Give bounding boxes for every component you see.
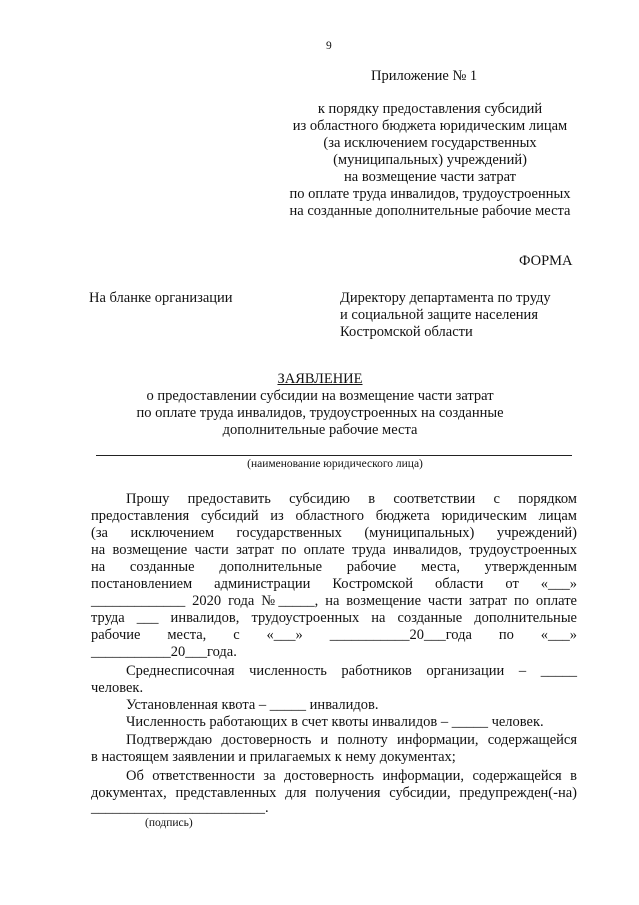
addressee-line: Директору департамента по труду — [340, 290, 551, 306]
appendix-line: из областного бюджета юридическим лицам — [292, 118, 568, 134]
body-line: труда ___ инвалидов, трудоустроенных на созданные дополнительные — [91, 610, 577, 626]
body-line: (за исключением государственных (муниципальных) учреждений) — [91, 525, 577, 541]
signature-caption: (подпись) — [145, 817, 193, 829]
signature-line: ________________________. — [91, 800, 269, 816]
entity-caption: (наименование юридического лица) — [247, 458, 423, 470]
body-line: Об ответственности за достоверность информации, содержащейся в — [126, 768, 577, 784]
body-line: ___________20___года. — [91, 644, 237, 660]
page-number: 9 — [326, 40, 332, 52]
body-line: на возмещение части затрат по оплате труда инвалидов, трудоустроенных — [91, 542, 577, 558]
body-line: Установленная квота – _____ инвалидов. — [126, 697, 379, 713]
statement-subtitle: по оплате труда инвалидов, трудоустроенных на созданные — [136, 405, 504, 421]
body-line: человек. — [91, 680, 144, 696]
appendix-line: по оплате труда инвалидов, трудоустроенных — [289, 186, 571, 202]
statement-subtitle: дополнительные рабочие места — [222, 422, 418, 438]
body-line: Прошу предоставить субсидию в соответствии с порядком — [126, 491, 577, 507]
body-line: _____________ 2020 года №_____, на возмещение части затрат по оплате — [91, 593, 577, 609]
body-line: рабочие места, с «___» ___________20___года по «___» — [91, 627, 577, 643]
appendix-line: к порядку предоставления субсидий — [317, 101, 543, 117]
body-line: Численность работающих в счет квоты инвалидов – _____ человек. — [126, 714, 544, 730]
body-line: в настоящем заявлении и прилагаемых к нему документах; — [91, 749, 456, 765]
body-line: Среднесписочная численность работников организации – _____ — [126, 663, 577, 679]
statement-subtitle: о предоставлении субсидии на возмещение части затрат — [146, 388, 494, 404]
appendix-line: на созданные дополнительные рабочие места — [289, 203, 571, 219]
appendix-line: (муниципальных) учреждений) — [333, 152, 527, 168]
entity-name-line — [96, 455, 572, 456]
addressee-line: и социальной защите населения — [340, 307, 538, 323]
body-line: предоставления субсидий из областного бюджета юридическим лицам — [91, 508, 577, 524]
body-line: постановлением администрации Костромской области от «___» — [91, 576, 577, 592]
body-line: на созданные дополнительные рабочие места, утвержденным — [91, 559, 577, 575]
body-line: Подтверждаю достоверность и полноту информации, содержащейся — [126, 732, 577, 748]
form-label: ФОРМА — [519, 253, 573, 269]
body-line: документах, представленных для получения субсидии, предупрежден(-на) — [91, 785, 577, 801]
appendix-title: Приложение № 1 — [371, 68, 478, 84]
appendix-line: (за исключением государственных — [323, 135, 537, 151]
letterhead-note: На бланке организации — [89, 290, 233, 306]
appendix-line: на возмещение части затрат — [344, 169, 516, 185]
statement-title: ЗАЯВЛЕНИЕ — [277, 371, 363, 387]
addressee-line: Костромской области — [340, 324, 473, 340]
